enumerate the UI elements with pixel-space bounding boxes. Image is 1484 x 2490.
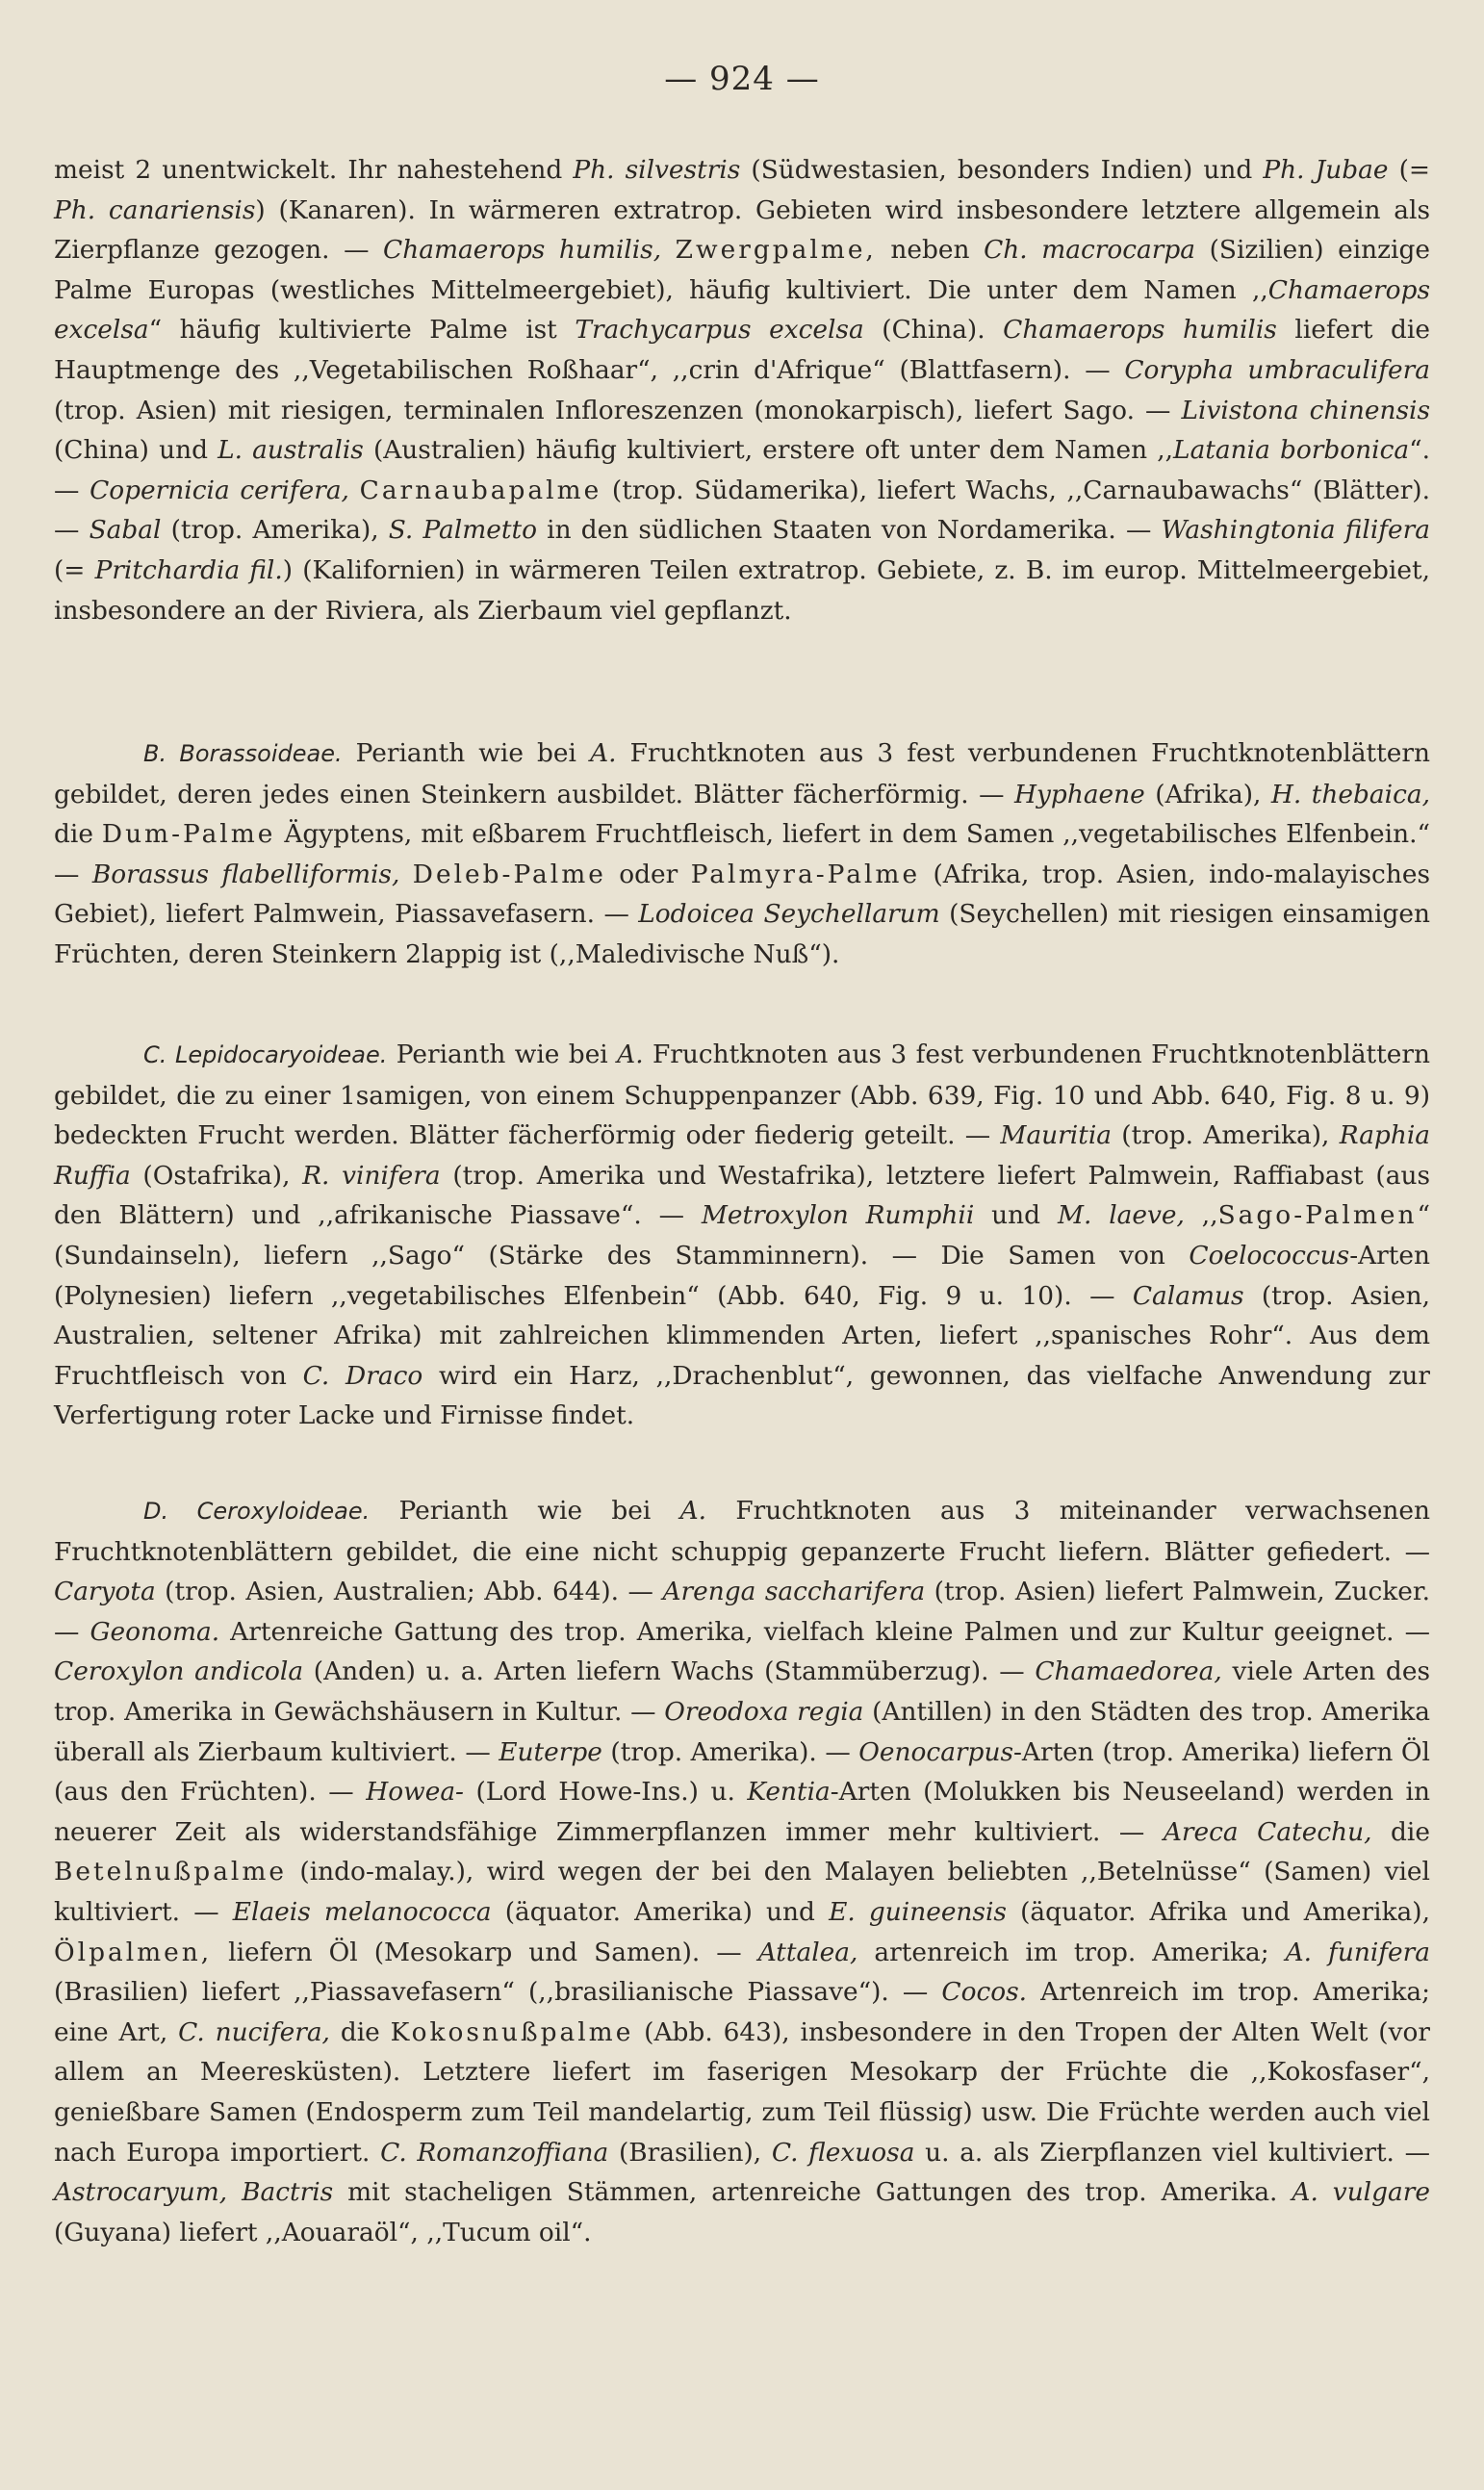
text-run: (Sizilien) einzige Palme Europas (westliches Mittelmeergebiet), häufig kultiviert. Die unter dem Namen ,, [54, 235, 1430, 305]
text-run [661, 235, 676, 265]
text-run: (äquator. Afrika und Amerika), [1006, 1896, 1430, 1927]
text-run: (Antillen) in den Städten des trop. Amerika überall als Zierbaum kultiviert. — [54, 1696, 1430, 1767]
taxon-name: E. guineensis [829, 1896, 1007, 1927]
taxon-name: C. Romanzoffiana [380, 2137, 609, 2168]
text-run: (= [54, 554, 95, 585]
text-run: (trop. Amerika), [1112, 1120, 1340, 1151]
text-run [399, 860, 412, 889]
text-run: ,, [1184, 1200, 1218, 1231]
common-name: Sago-Palmen [1217, 1200, 1418, 1231]
taxon-name: Geonoma. [90, 1616, 220, 1647]
taxon-name: Howea- [366, 1777, 464, 1808]
text-run: (trop. Asien, Australien; Abb. 644). — [155, 1577, 663, 1607]
common-name: Carnaubapalme [359, 475, 602, 505]
common-name: Zwergpalme, [675, 235, 877, 266]
text-run [349, 475, 360, 505]
taxon-name: C. flexuosa [771, 2137, 915, 2168]
text-run: (Anden) u. a. Arten liefern Wachs (Stammüberzug). — [303, 1656, 1036, 1687]
text-run: (trop. Asien) liefert Palmwein, Zucker. — [54, 1577, 1430, 1647]
text-run: artenreich im trop. Amerika; [857, 1937, 1286, 1967]
paragraph-ceroxyloideae [54, 1491, 1430, 2252]
taxon-name: A. vulgare [1292, 2177, 1430, 2208]
text-run: (Australien) häufig kultiviert, erstere oft unter dem Namen ,, [363, 435, 1174, 466]
common-name: Ölpalmen, [54, 1937, 213, 1967]
taxon-name: Euterpe [499, 1736, 602, 1767]
taxon-name: A. funifera [1285, 1937, 1430, 1967]
taxon-name: Sabal [89, 515, 162, 546]
taxon-name: L. australis [217, 435, 364, 466]
taxon-name: Livistona chinensis [1181, 395, 1431, 425]
taxon-name: Trachycarpus excelsa [575, 315, 864, 346]
text-run: Ägyptens, mit eßbarem Fruchtfleisch, liefert in dem Samen ,,vegetabilisches Elfenbein.“ — [54, 819, 1430, 889]
text-run: (trop. Asien, Australien, seltener Afrika) mit zahlreichen klimmenden Arten, liefert ,,spanisches Rohr“. Aus dem Fruchtfleisch von [54, 1280, 1430, 1391]
text-run: (Afrika), [1144, 779, 1271, 809]
taxon-name: C. Draco [302, 1360, 423, 1391]
text-run: die [1371, 1816, 1430, 1847]
text-run: und [974, 1200, 1058, 1231]
taxon-name: Caryota [54, 1577, 156, 1607]
text-run: “. — [54, 435, 1430, 505]
text-run: (trop. Asien) mit riesigen, terminalen Infloreszenzen (monokarpisch), liefert Sago. — [54, 395, 1182, 425]
taxon-name: Arenga saccharifera [662, 1577, 926, 1607]
text-run: die [329, 2016, 391, 2047]
text-run: liefert die Hauptmenge des ,,Vegetabilischen Roßhaar“, ,,crin d'Afrique“ (Blattfasern). — [54, 315, 1430, 385]
section-heading: D. Ceroxyloideae. [143, 1498, 371, 1525]
text-run: u. a. als Zierpflanzen viel kultiviert. — [914, 2137, 1431, 2168]
common-name: Palmyra-Palme [690, 859, 921, 889]
taxon-name: Washingtonia filifera [1161, 515, 1431, 546]
taxon-name: Chamaedorea, [1035, 1656, 1222, 1687]
taxon-name: C. nucifera, [178, 2016, 330, 2047]
text-run: (China). [863, 315, 1004, 346]
text-run: (Brasilien), [608, 2137, 772, 2168]
taxon-name: Oenocarpus [858, 1736, 1013, 1767]
taxon-name: Chamaerops humilis, [383, 235, 662, 266]
text-run: die [54, 819, 102, 850]
text-run: (trop. Südamerika), liefert Wachs, ,,Carnaubawachs“ (Blätter). — [54, 475, 1430, 546]
taxon-name: Hyphaene [1014, 779, 1145, 809]
taxon-name: Elaeis melanococca [232, 1896, 492, 1927]
text-run: mit stacheligen Stämmen, artenreiche Gattungen des trop. Amerika. [333, 2177, 1292, 2208]
text-run: Fruchtknoten aus 3 fest verbundenen Fruchtknotenblättern gebildet, deren jedes einen Steinkern ausbildet. Blätter fächerförmig. — [54, 738, 1431, 809]
taxon-name: Latania borbonica [1173, 435, 1410, 466]
text-run: (Abb. 643), insbesondere in den Tropen der Alten Welt (vor allem an Meeresküsten). Letztere liefert im faserigen Mesokarp der Früchte die ,,Kokosfaser“, genießbare Samen (Endosperm zum Teil mandelartig, zum Teil flüssig) usw. Die Früchte werden auch viel nach Europa importiert. [54, 2016, 1431, 2168]
paragraph-phoenix-livistona [54, 150, 1430, 630]
taxon-name: M. laeve, [1057, 1200, 1185, 1231]
taxon-name: Corypha umbraculifera [1124, 354, 1430, 385]
text-run: (Südwestasien, besonders Indien) und [740, 155, 1264, 185]
text-run: (Brasilien) liefert ,,Piassavefasern“ (,,brasilianische Piassave“). — [54, 1977, 942, 2008]
text-run: -Arten (trop. Amerika) liefern Öl (aus den Früchten). — [54, 1736, 1430, 1808]
text-run: (trop. Amerika), [161, 515, 389, 546]
taxon-name: Chamaerops excelsa [54, 274, 1430, 346]
text-run: (China) und [54, 435, 218, 466]
taxon-name: Coelococcus [1189, 1240, 1350, 1271]
text-run: Artenreiche Gattung des trop. Amerika, vielfach kleine Palmen und zur Kultur geeignet. — [219, 1616, 1430, 1647]
section-heading: C. Lepidocaryoideae. [143, 1041, 388, 1068]
text-run: -Arten (Polynesien) liefern ,,vegetabilisches Elfenbein“ (Abb. 640, Fig. 9 u. 10). — [54, 1240, 1430, 1311]
common-name: Dum-Palme [101, 819, 276, 850]
taxon-name: Ceroxylon andicola [54, 1656, 304, 1687]
taxon-name: Cocos. [941, 1977, 1028, 2008]
text-run: Perianth wie bei [370, 1496, 680, 1526]
text-run: ) (Kalifornien) in wärmeren Teilen extratrop. Gebiete, z. B. im europ. Mittelmeergebiet, insbesondere an der Riviera, als Zierbaum viel gepflanzt. [54, 554, 1430, 626]
section-heading: B. Borassoideae. [143, 740, 343, 767]
text-run: Perianth wie bei [342, 738, 591, 768]
taxon-name: S. Palmetto [388, 515, 537, 546]
common-name: Betelnußpalme [54, 1857, 288, 1887]
paragraph-lepidocaryoideae [54, 1035, 1430, 1436]
taxon-name: Borassus flabelliformis, [91, 859, 400, 889]
taxon-name: Ph. Jubae [1263, 155, 1389, 185]
taxon-name: Kentia [747, 1777, 831, 1808]
taxon-name: Raphia Ruffia [54, 1120, 1430, 1191]
text-run: (Guyana) liefert ,,Aouaraöl“, ,,Tucum oil“. [54, 2217, 592, 2247]
taxon-name: Areca Catechu, [1163, 1816, 1372, 1847]
text-run: meist 2 unentwickelt. Ihr nahestehend [54, 155, 574, 185]
taxon-name: H. thebaica, [1270, 779, 1430, 809]
text-run: “ (Sundainseln), liefern ,,Sago“ (Stärke des Stamminnern). — Die Samen von [54, 1200, 1430, 1271]
taxon-name: Ph. canariensis [54, 194, 256, 225]
taxon-name: Chamaerops humilis [1003, 315, 1277, 346]
taxon-name: Pritchardia fil. [94, 554, 283, 585]
text-run: (trop. Amerika). — [601, 1736, 859, 1767]
text-run: Perianth wie bei [387, 1040, 618, 1069]
text-run: (indo-malay.), wird wegen der bei den Malayen beliebten ,,Betelnüsse“ (Samen) viel kultiviert. — [54, 1857, 1430, 1927]
text-run: viele Arten des trop. Amerika in Gewächshäusern in Kultur. — [54, 1656, 1430, 1727]
text-run: oder [605, 859, 691, 889]
taxon-name: Metroxylon Rumphii [701, 1200, 975, 1231]
taxon-name: Ch. macrocarpa [984, 235, 1196, 266]
taxon-name: Copernicia cerifera, [90, 475, 349, 505]
taxon-name: Lodoicea Seychellarum [638, 899, 940, 930]
taxon-name: R. vinifera [302, 1160, 441, 1191]
text-run: Fruchtknoten aus 3 miteinander verwachsenen Fruchtknotenblättern gebildet, die eine nicht schuppig gepanzerte Frucht liefern. Blätter gefiedert. — [54, 1496, 1430, 1567]
text-run: “ häufig kultivierte Palme ist [148, 315, 576, 346]
text-run: (trop. Amerika und Westafrika), letztere liefert Palmwein, Raffiabast (aus den Blättern) und ,,afrikanische Piassave“. — [54, 1160, 1430, 1231]
taxon-name: Ph. silvestris [573, 155, 741, 185]
taxon-name: Mauritia [1000, 1120, 1113, 1151]
text-run: (Seychellen) mit riesigen einsamigen Früchten, deren Steinkern 2lappig ist (,,Maledivische Nuß“). [54, 899, 1430, 969]
text-run: Fruchtknoten aus 3 fest verbundenen Fruchtknotenblättern gebildet, die zu einer 1samigen, von einem Schuppenpanzer (Abb. 639, Fig. 10 und Abb. 640, Fig. 8 u. 9) bedeckten Frucht werden. Blätter fächerförmig oder fiederig geteilt. — [54, 1040, 1430, 1151]
taxon-name: A. [679, 1496, 707, 1526]
text-run: in den südlichen Staaten von Nordamerika. — [536, 515, 1162, 546]
text-run: neben [876, 235, 985, 266]
text-run: liefern Öl (Mesokarp und Samen). — [212, 1937, 758, 1967]
taxon-name: A. [617, 1040, 644, 1069]
taxon-name: Oreodoxa regia [664, 1696, 864, 1727]
common-name: Kokosnußpalme [390, 2016, 634, 2047]
taxon-name: Attalea, [757, 1937, 858, 1967]
text-run: (= [1388, 155, 1431, 185]
text-run: Artenreich im trop. Amerika; eine Art, [54, 1977, 1430, 2047]
text-run: ) (Kanaren). In wärmeren extratrop. Gebieten wird insbesondere letztere allgemein als Zierpflanze gezogen. — [54, 194, 1430, 266]
taxon-name: A. [590, 738, 617, 768]
text-run: (Ostafrika), [130, 1160, 303, 1191]
taxon-name: Calamus [1132, 1280, 1244, 1311]
text-run: (äquator. Amerika) und [491, 1896, 830, 1927]
text-run: -Arten (Molukken bis Neuseeland) werden in neuerer Zeit als widerstandsfähige Zimmerpflanzen immer mehr kultiviert. — [54, 1777, 1430, 1847]
text-run: wird ein Harz, ,,Drachenblut“, gewonnen, das vielfache Anwendung zur Verfertigung roter Lacke und Firnisse findet. [54, 1360, 1431, 1431]
paragraph-borassoideae [54, 733, 1430, 975]
text-run: (Afrika, trop. Asien, indo-malayisches Gebiet), liefert Palmwein, Piassavefasern. — [54, 859, 1430, 930]
text-run: (Lord Howe-Ins.) u. [463, 1777, 748, 1808]
page-number: — 924 — [664, 60, 820, 98]
common-name: Deleb-Palme [412, 859, 606, 889]
taxon-name: Astrocaryum, Bactris [54, 2177, 334, 2208]
